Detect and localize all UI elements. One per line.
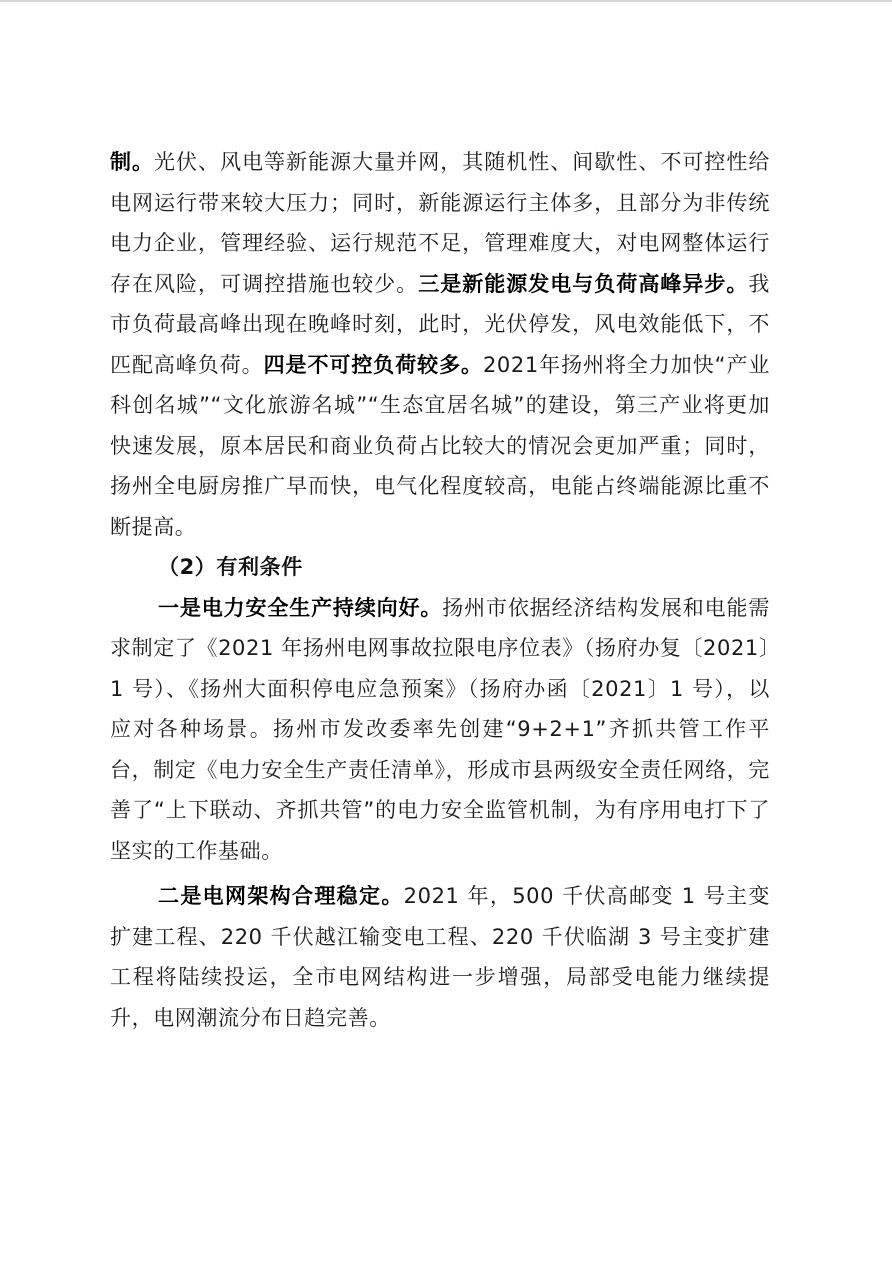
document-body	[110, 142, 770, 1038]
page-top-border	[0, 0, 892, 2]
paragraph-safety	[110, 588, 770, 872]
paragraph-text: 扬州市依据经济结构发展和电能需求制定了《2021 年扬州电网事故拉限电序位表》（扬府办复〔2021〕1 号）、《扬州大面积停电应急预案》（扬府办函〔2021〕1 号），以应对各种场景。扬州市发改委率先创建“9+2+1”齐抓共管工作平台，制定《电力安全生产责任清单》，形成市县两级安全责任网络，完善了“上下联动、齐抓共管”的电力安全监管机制，为有序用电打下了坚实的工作基础。	[110, 595, 770, 863]
paragraph-grid	[110, 876, 770, 1038]
paragraph-challenges	[110, 142, 770, 547]
bold-segment: 四是不可控负荷较多。	[263, 352, 483, 377]
text-segment: 2021年扬州将全力加快“产业科创名城”“文化旅游名城”“生态宜居名城”的建设，第三产业将更加快速发展，原本居民和商业负荷占比较大的情况会更加严重；同时，扬州全电厨房推广早而快，电气化程度较高，电能占终端能源比重不断提高。	[110, 352, 771, 539]
text-segment: 我市负荷最高峰出现在晚峰时刻，此时，光伏停发，风电效能低下，不匹配高峰负荷。	[110, 271, 770, 377]
paragraph-lead: 一是电力安全生产持续向好。	[158, 595, 443, 620]
text-segment: 光伏、风电等新能源大量并网，其随机性、间歇性、不可控性给电网运行带来较大压力；同时，新能源运行主体多，且部分为非传统电力企业，管理经验、运行规范不足，管理难度大，对电网整体运行存在风险，可调控措施也较少。	[110, 150, 770, 296]
bold-segment: 三是新能源发电与负荷高峰异步。	[418, 271, 749, 296]
paragraph-lead: 二是电网架构合理稳定。	[158, 884, 404, 908]
bold-segment: 制。	[110, 150, 155, 174]
section-heading: （2）有利条件	[158, 555, 303, 579]
paragraph-text: 2021 年，500 千伏高邮变 1 号主变扩建工程、220 千伏越江输变电工程、220 千伏临湖 3 号主变扩建工程将陆续投运，全市电网结构进一步增强，局部受电能力继续提升，电网潮流分布日趋完善。	[110, 884, 770, 1030]
